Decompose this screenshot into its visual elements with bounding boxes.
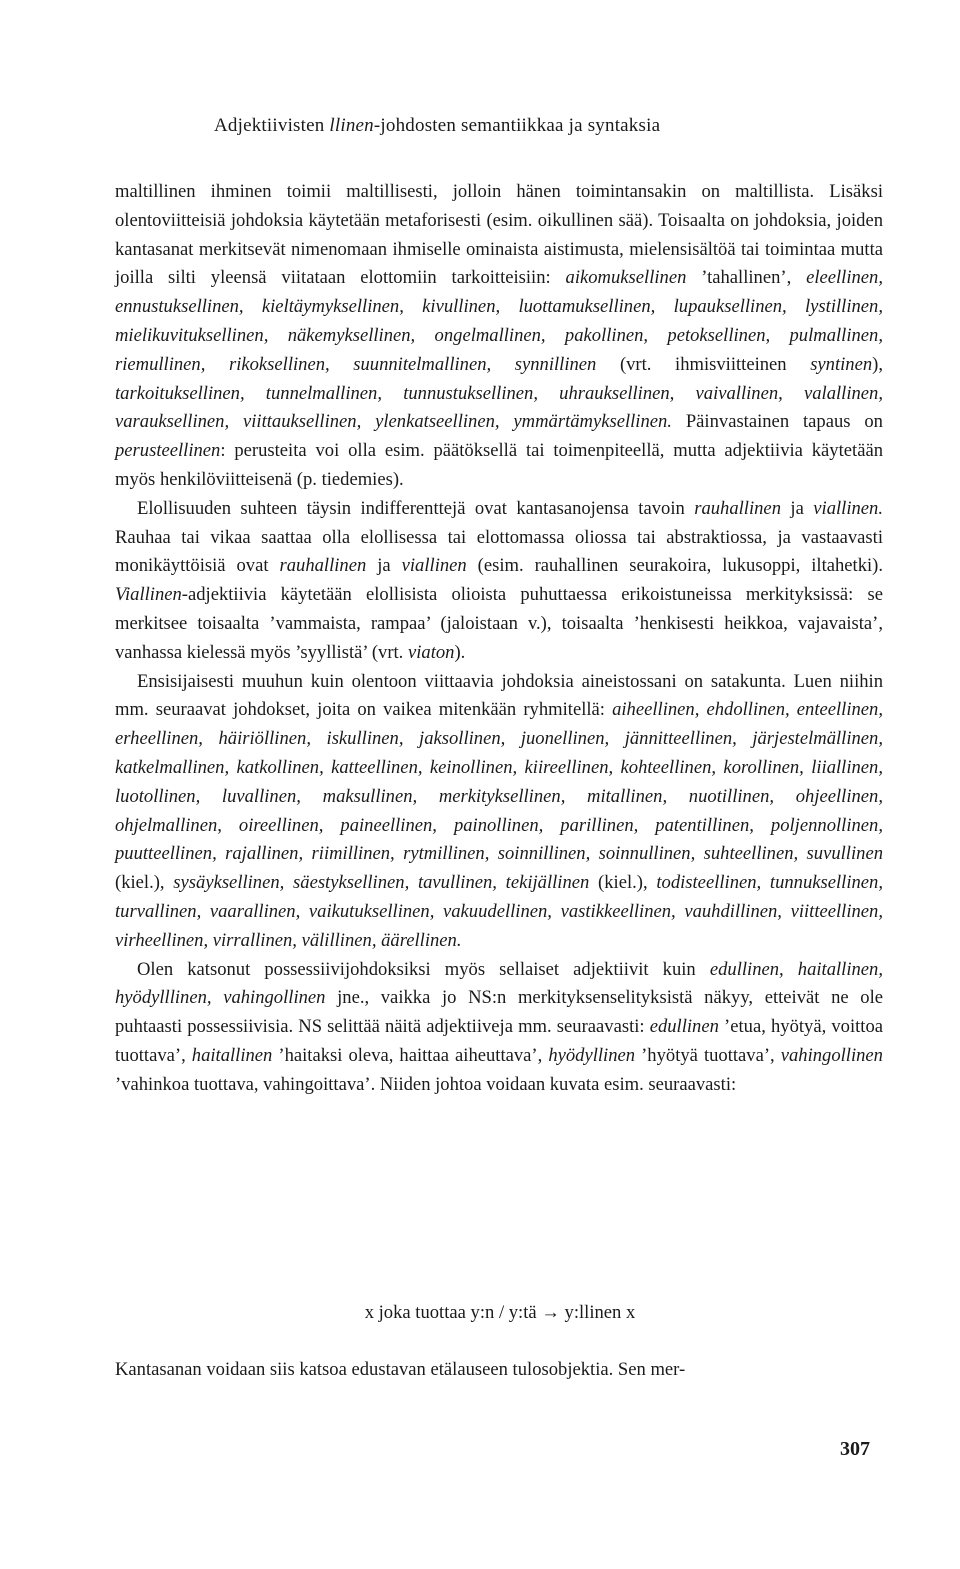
text-run: perusteellinen (115, 440, 221, 462)
text-run: edullinen, haitallinen, hyödylllinen, vahingollinen (115, 958, 883, 1009)
text-run: ’hyötyä tuottava’, (635, 1044, 781, 1066)
text-run: viallinen (401, 555, 467, 577)
text-run: maltillinen ihminen toimii maltillisesti, jolloin hänen toimintansakin on maltillista. Lisäksi olentoviitteisiä johdoksia käytetään metaforisesti (esim. oikullinen sää). Toisaalta on johdoksia, joiden kantasanat merkitsevät nimenomaan ihmiselle ominaista aistimusta, mielensisältöä tai toimintaa mutta joilla silti yleensä viitataan elottomiin tarkoitteisiin: (115, 181, 883, 289)
text-run: ’vahinkoa tuottava, vahingoittava’. Niiden johtoa voidaan kuvata esim. seuraavasti: (115, 1073, 737, 1095)
text-run: Viallinen (115, 584, 182, 606)
text-run: syntinen (810, 353, 873, 375)
text-run: (vrt. ihmisviitteinen (596, 353, 811, 375)
text-run: : perusteita voi olla esim. päätöksellä tai toimenpiteellä, mutta adjektiivia käytetään myös henkilöviitteisenä (p. tiedemies). (115, 440, 883, 490)
text-run: tarkoituksellinen, tunnelmallinen, tunnustuksellinen, uhrauksellinen, vaivallinen, valallinen, varauksellinen, viittauksellinen, ylenkatseellinen, ymmärtämyksellinen. (115, 382, 883, 433)
text-run: ’haitaksi oleva, haittaa aiheuttava’, (272, 1044, 549, 1066)
closing-line: Kantasanan voidaan siis katsoa edustavan etälauseen tulosobjektia. Sen mer- (115, 1359, 686, 1380)
text-run: ’tahallinen’, (686, 267, 807, 289)
page-number: 307 (840, 1438, 870, 1460)
text-run: ), (872, 353, 883, 375)
text-run: -adjektiivia käytetään elollisista olioista puhuttaessa erikoistuneissa merkityksissä: se merkitsee toisaalta ’vammaista, rampaa’ (jaloistaan v.), toisaalta ’henkisesti heikkoa, vajavaista’, vanhassa kielessä myös ’syyllistä’ (vrt. (115, 584, 883, 663)
text-run: aiheellinen, ehdollinen, enteellinen, erheellinen, häiriöllinen, iskullinen, jaksollinen, juonellinen, jännitteellinen, järjestelmällinen, katkelmallinen, katkollinen, katteellinen, keinollinen, kiireellinen, kohteellinen, korollinen, liiallinen, luotollinen, luvallinen, maksullinen, merkityksellinen, mitallinen, nuotillinen, ohjeellinen, ohjelmallinen, oireellinen, paineellinen, painollinen, parillinen, patentillinen, poljennollinen, puutteellinen, rajallinen, riimillinen, rytmillinen, soinnillinen, soinnullinen, suhteellinen, suvullinen (115, 699, 883, 865)
running-header (0, 115, 960, 137)
text-run: Rauhaa tai vikaa saattaa olla elollisessa tai elottomassa oliossa tai abstraktiossa, ja vastaavasti monikäyttöisiä ovat (115, 526, 883, 577)
text-run: ja (366, 555, 402, 577)
paragraph-2 (115, 495, 883, 668)
text-run: Päinvastainen tapaus on (671, 411, 883, 433)
text-run: jne., vaikka jo NS:n merkityksenselityksistä näkyy, etteivät ne ole puhtaasti possessiivisia. NS selittää näitä adjektiiveja mm. seuraavasti: (115, 987, 883, 1038)
text-run: Olen katsonut possessiivijohdoksiksi myös sellaiset adjektiivit kuin (137, 958, 710, 980)
text-run: (kiel.), (115, 872, 174, 894)
text-run: viallinen. (813, 497, 883, 519)
paragraph-1 (115, 178, 883, 495)
text-run: rauhallinen (279, 555, 367, 577)
text-run: eleellinen, ennustuksellinen, kieltäymyksellinen, kivullinen, luottamuksellinen, lupauksellinen, lystillinen, mielikuvituksellinen, näkemyksellinen, ongelmallinen, pakollinen, petoksellinen, pulmallinen, riemullinen, rikoksellinen, suunnitelmallinen, synnillinen (115, 267, 883, 375)
body-text (115, 178, 883, 1100)
text-run: aikomuksellinen (565, 267, 687, 289)
text-run: Elollisuuden suhteen täysin indifferenttejä ovat kantasanojensa tavoin (137, 497, 695, 519)
text-run: Ensisijaisesti muuhun kuin olentoon viittaavia johdoksia aineistossani on satakunta. Luen niihin mm. seuraavat johdokset, joita on vaikea mitenkään ryhmitellä: (115, 670, 883, 721)
paragraph-4 (115, 956, 883, 1100)
text-run: viaton (407, 641, 455, 663)
text-run: vahingollinen (780, 1044, 883, 1066)
text-run: sysäyksellinen, säestyksellinen, tavullinen, tekijällinen (173, 872, 590, 894)
text-run: ja (781, 497, 814, 519)
header-text-start: Adjektiivisten (214, 115, 330, 136)
text-run: hyödyllinen (548, 1044, 636, 1066)
text-run: rauhallinen (694, 497, 781, 519)
text-run: todisteellinen, tunnuksellinen, turvallinen, vaarallinen, vaikutuksellinen, vakuudellinen, vastikkeellinen, vauhdillinen, viitteellinen, virheellinen, virrallinen, välillinen, äärellinen. (115, 872, 884, 951)
text-run: (esim. rauhallinen seurakoira, lukusoppi, iltahetki). (466, 555, 884, 577)
header-text-end: -johdosten semantiikkaa ja syntaksia (373, 115, 661, 136)
text-run: ). (454, 641, 466, 663)
text-run: edullinen (649, 1016, 719, 1038)
text-run: ’etua, hyötyä, voittoa tuottava’, (115, 1016, 884, 1066)
derivation-formula: x joka tuottaa y:n / y:tä → y:llinen x (364, 1302, 636, 1323)
text-run: (kiel.), (589, 872, 657, 894)
text-run: haitallinen (191, 1044, 273, 1066)
header-text-italic: llinen (329, 115, 374, 136)
paragraph-3 (115, 668, 883, 956)
